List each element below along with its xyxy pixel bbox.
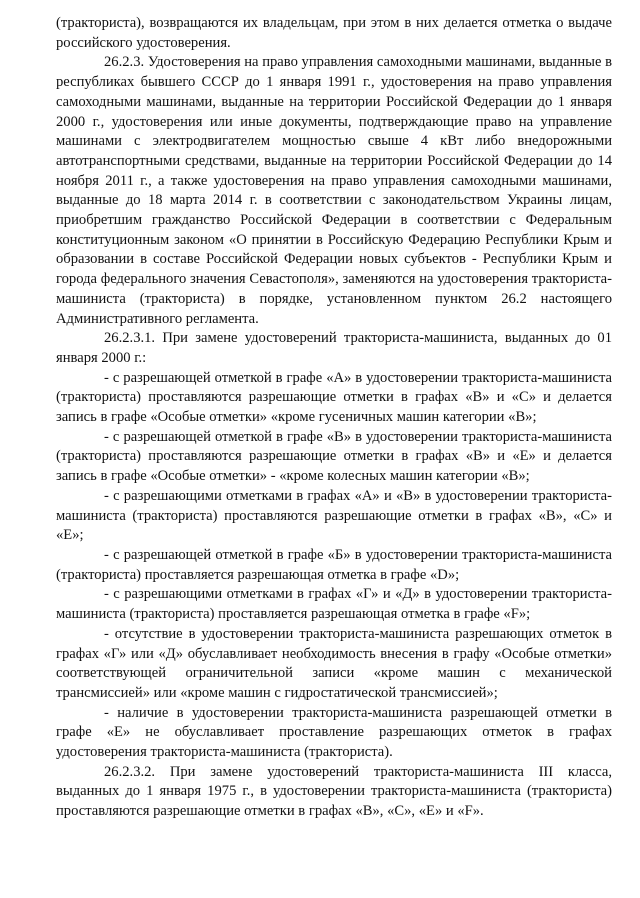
list-item-grafy-a-v: - с разрешающими отметками в графах «А» и «В» в удостоверении тракториста-машиниста (тракториста) проставляются разрешающие отметки в графах «B», «C» и «E»; xyxy=(56,487,612,544)
list-item-grafa-v: - с разрешающей отметкой в графе «B» в удостоверении тракториста-машиниста (тракториста) проставляются разрешающие отметки в графах «B» и «E» и делается запись в графе «Особые отметки» - «кроме колесных машин категории «B»; xyxy=(56,428,612,485)
list-item-otsutstvie: - отсутствие в удостоверении тракториста-машиниста разрешающих отметок в графах «Г» или «Д» обуславливает необходимость внесения в графу «Особые отметки» соответствующей ограничительной записи «кроме машин с механической трансмиссией» или «кроме машин с гидростатической трансмиссией»; xyxy=(56,625,612,701)
paragraph-continuation: (тракториста), возвращаются их владельцам, при этом в них делается отметка о выдаче российского удостоверения. xyxy=(56,15,612,51)
list-item-grafy-g-d: - с разрешающими отметками в графах «Г» и «Д» в удостоверении тракториста-машиниста (тракториста) проставляется разрешающая отметка в графе «F»; xyxy=(56,586,612,623)
paragraph-26-2-3-1: 26.2.3.1. При замене удостоверений тракториста-машиниста, выданных до 01 января 2000 г.: xyxy=(56,330,612,366)
list-item-grafa-a: - с разрешающей отметкой в графе «А» в удостоверении тракториста-машиниста (тракториста) проставляются разрешающие отметки в графах «B» и «C» и делается запись в графе «Особые отметки» «кроме гусеничных машин категории «B»; xyxy=(56,369,612,426)
list-item-grafa-b: - с разрешающей отметкой в графе «Б» в удостоверении тракториста-машиниста (тракториста) проставляется разрешающая отметка в графе «D»; xyxy=(56,546,612,583)
document-page xyxy=(56,14,612,822)
list-item-nalichie: - наличие в удостоверении тракториста-машиниста разрешающей отметки в графе «Е» не обуславливает проставление разрешающих отметок в графах удостоверения тракториста-машиниста (тракториста). xyxy=(56,704,612,761)
paragraph-26-2-3: 26.2.3. Удостоверения на право управления самоходными машинами, выданные в республиках бывшего СССР до 1 января 1991 г., удостоверения на право управления самоходными машинами, выданные на территории Российской Федерации до 1 января 2000 г., удостоверения или иные документы, подтверждающие право на управление машинами с электродвигателем мощностью свыше 4 кВт либо внедорожными автотранспортными средствами, выданные на территории Российской Федерации до 14 ноября 2011 г., а также удостоверения на право управления самоходными машинами, выданные до 18 марта 2014 г. в соответствии с законодательством Украины лицам, приобретшим гражданство Российской Федерации в соответствии с Федеральным конституционным законом «О принятии в Российскую Федерацию Республики Крым и образовании в составе Российской Федерации новых субъектов - Республики Крым и города федерального значения Севастополя», заменяются на удостоверения тракториста-машиниста (тракториста) в порядке, установленном пунктом 26.2 настоящего Административного регламента. xyxy=(56,54,612,327)
paragraph-26-2-3-2: 26.2.3.2. При замене удостоверений тракториста-машиниста III класса, выданных до 1 января 1975 г., в удостоверении тракториста-машиниста (тракториста) проставляются разрешающие отметки в графах «B», «C», «E» и «F». xyxy=(56,763,612,820)
